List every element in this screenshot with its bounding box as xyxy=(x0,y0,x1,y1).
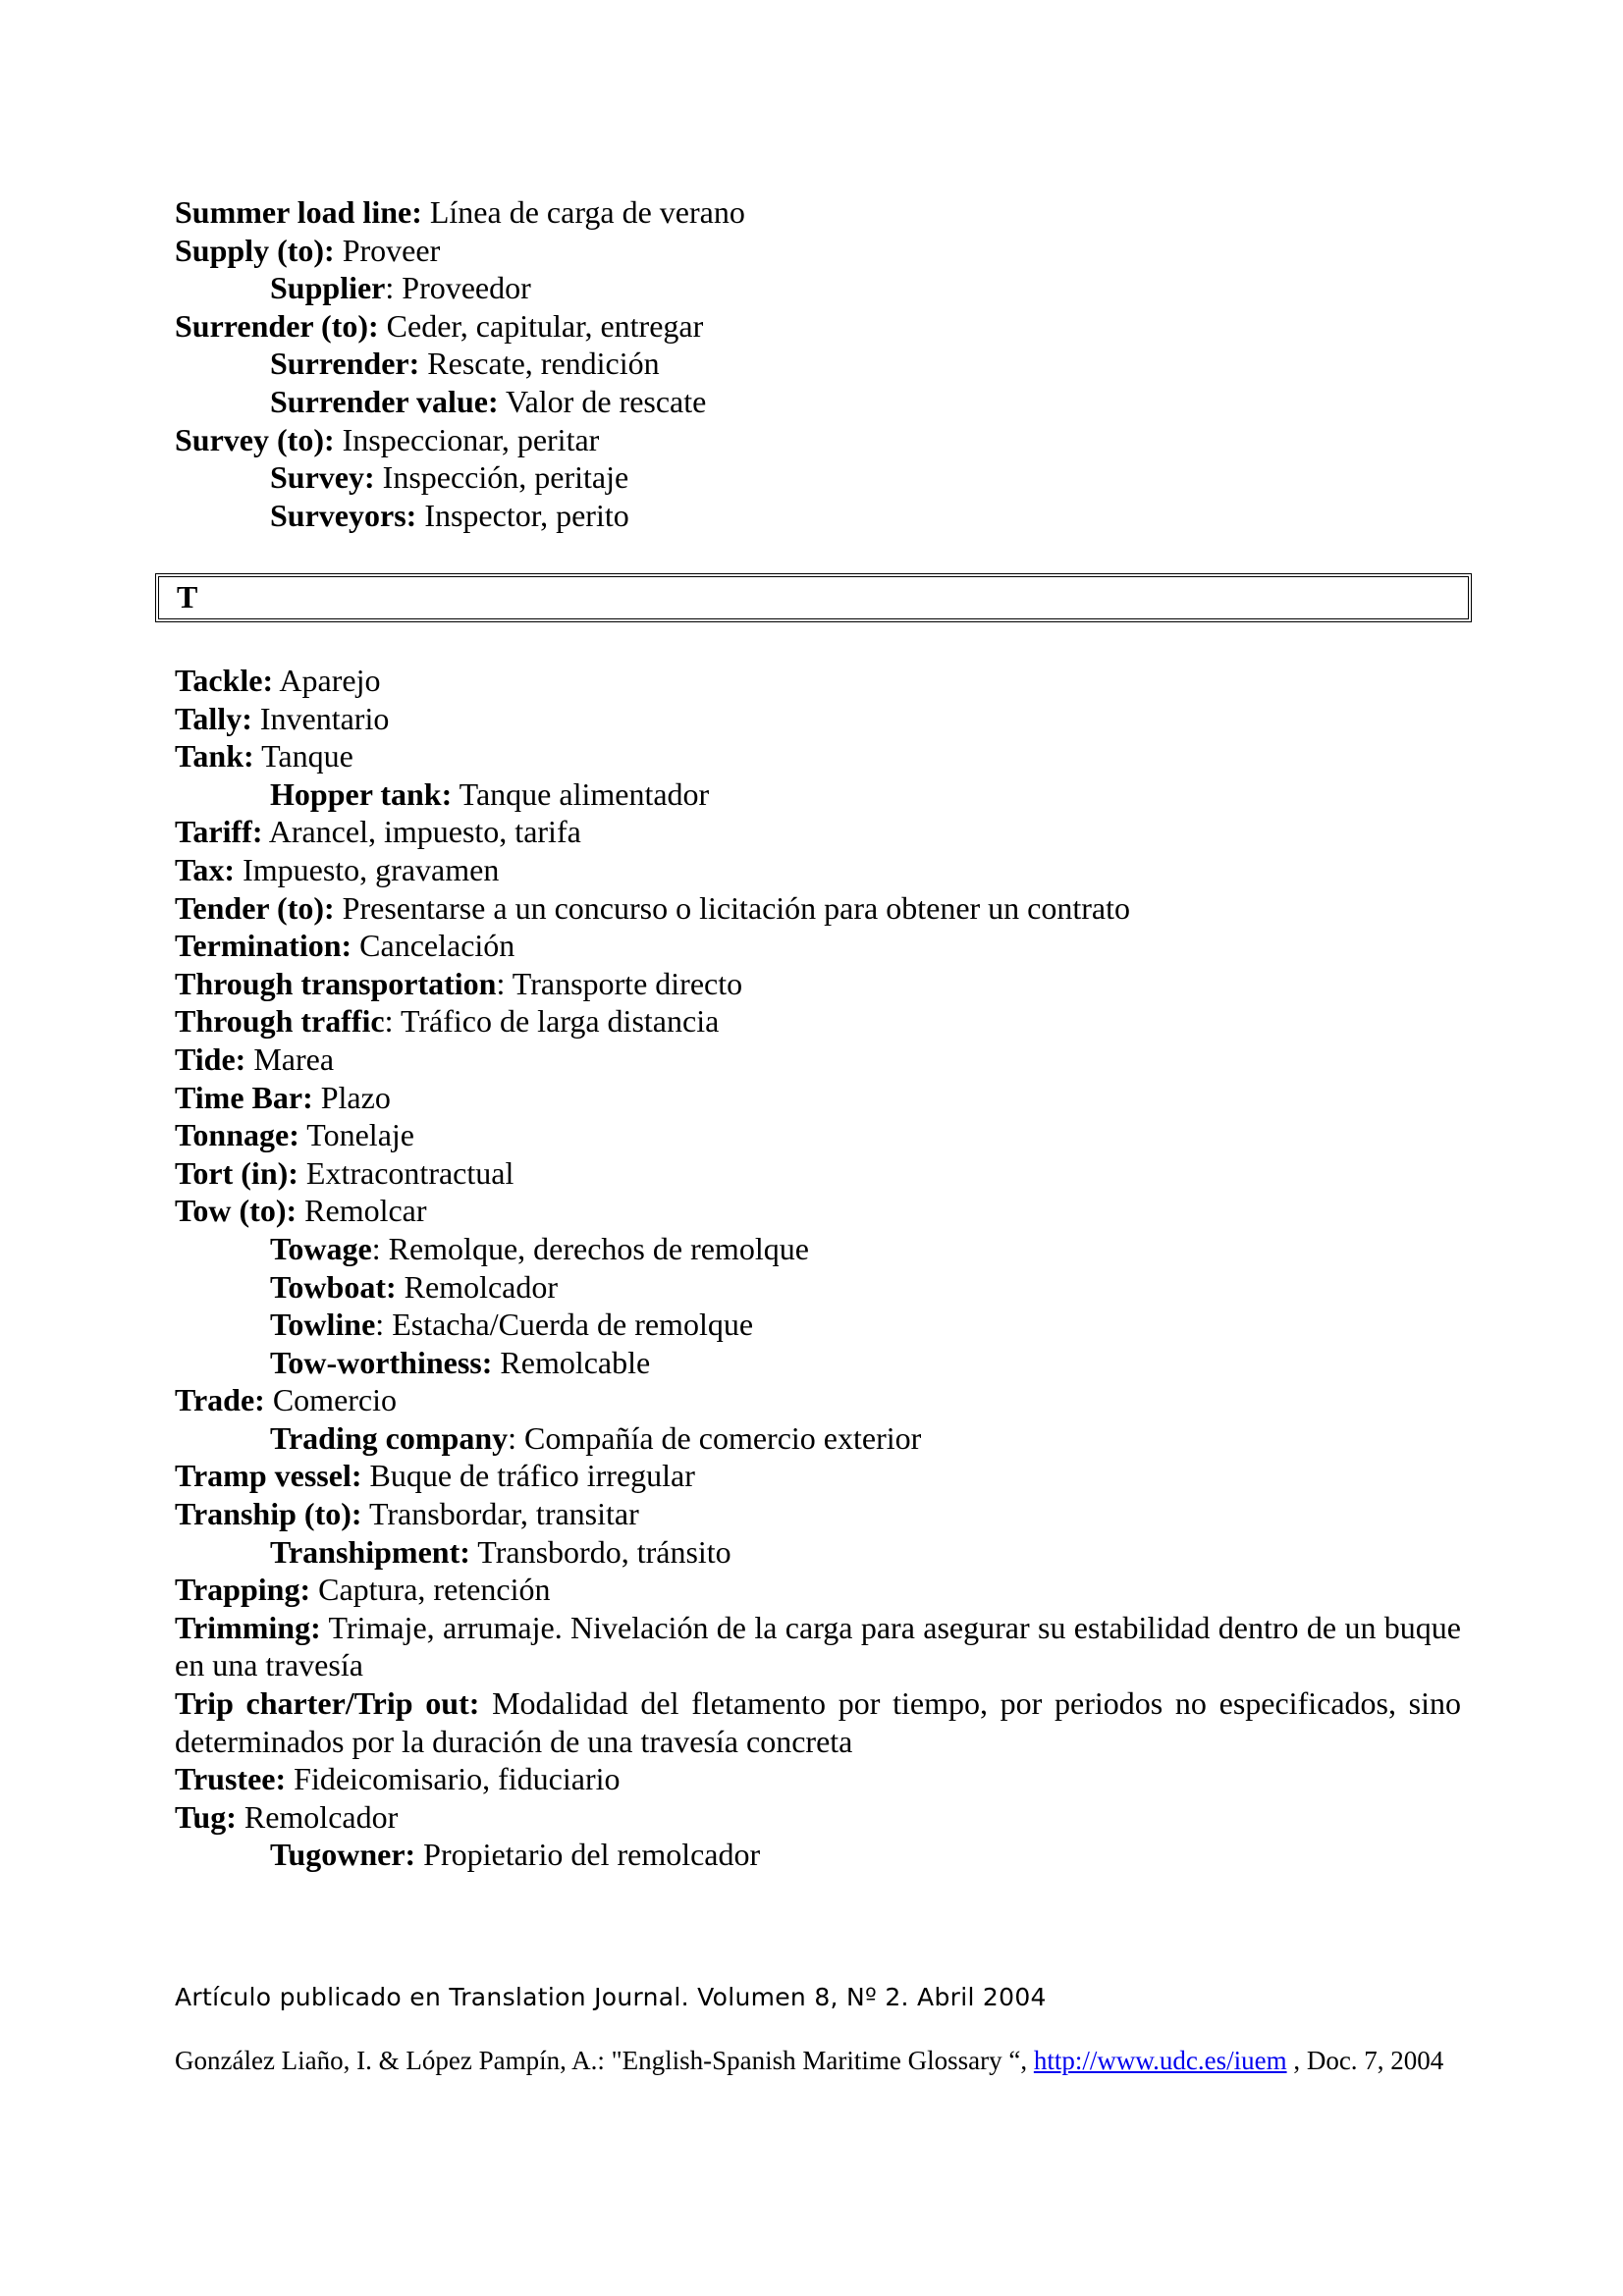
entry-definition: Tonelaje xyxy=(298,1117,414,1153)
glossary-subentry xyxy=(175,1306,1461,1344)
entry-term: Tank: xyxy=(175,738,254,774)
glossary-entry xyxy=(175,700,1461,738)
glossary-entry xyxy=(175,927,1461,965)
glossary-entry xyxy=(175,1684,1461,1760)
citation-text: González Liaño, I. & López Pampín, A.: "English-Spanish Maritime Glossary “, xyxy=(175,2046,1034,2075)
glossary-entry xyxy=(175,193,1461,232)
glossary-entry xyxy=(175,1571,1461,1609)
glossary-entry xyxy=(175,813,1461,851)
entry-term: Towline xyxy=(270,1307,376,1343)
entry-definition: Remolcador xyxy=(396,1268,559,1305)
entry-term: Tax: xyxy=(175,851,236,887)
entry-term: Tide: xyxy=(175,1041,246,1077)
glossary-subentry xyxy=(175,1836,1461,1874)
entry-term: Trip charter/Trip out: xyxy=(175,1685,480,1722)
glossary-subentry xyxy=(175,1268,1461,1307)
glossary-entry xyxy=(175,1495,1461,1533)
entry-definition: Buque de tráfico irregular xyxy=(361,1458,695,1494)
entry-term: Tug: xyxy=(175,1798,237,1835)
entry-definition: Aparejo xyxy=(273,663,381,698)
entry-definition: Plazo xyxy=(312,1079,391,1115)
glossary-entry xyxy=(175,889,1461,928)
entry-definition: Captura, retención xyxy=(310,1572,551,1608)
entry-definition: Arancel, impuesto, tarifa xyxy=(262,814,581,850)
entry-definition: Extracontractual xyxy=(298,1154,514,1191)
entry-definition: Marea xyxy=(245,1041,335,1077)
entry-definition: Transbordar, transitar xyxy=(361,1496,639,1532)
entry-definition: Ceder, capitular, entregar xyxy=(378,307,704,344)
section-letter: T xyxy=(177,579,198,614)
glossary-subentry xyxy=(175,383,1461,421)
entry-definition: : Estacha/Cuerda de remolque xyxy=(375,1307,754,1343)
entry-definition: Inspección, peritaje xyxy=(374,459,629,496)
entry-term: Tort (in): xyxy=(175,1154,298,1191)
glossary-subentry xyxy=(175,1230,1461,1268)
glossary-subentry xyxy=(175,497,1461,535)
entry-term: Tow (to): xyxy=(175,1193,298,1229)
entry-definition: Comercio xyxy=(264,1382,398,1418)
entry-term: Survey: xyxy=(270,459,375,496)
entry-term: Trade: xyxy=(175,1382,265,1418)
entry-definition: : Compañía de comercio exterior xyxy=(508,1419,922,1456)
glossary-entry xyxy=(175,1079,1461,1117)
entry-term: Trapping: xyxy=(175,1572,311,1608)
entry-term: Tow-worthiness: xyxy=(270,1344,493,1380)
citation-link[interactable]: http://www.udc.es/iuem xyxy=(1033,2046,1287,2075)
glossary-subentry xyxy=(175,1419,1461,1458)
entry-definition: Inspeccionar, peritar xyxy=(334,421,600,457)
entry-term: Towage xyxy=(270,1230,372,1266)
glossary-subentry xyxy=(175,345,1461,383)
entry-definition: Remolcar xyxy=(297,1193,427,1229)
entry-term: Surveyors: xyxy=(270,497,417,533)
glossary-entry xyxy=(175,1798,1461,1837)
entry-term: Transhipment: xyxy=(270,1533,470,1570)
entry-definition: : Transporte directo xyxy=(496,965,743,1001)
glossary-entries-t xyxy=(175,662,1461,1874)
entry-definition: Valor de rescate xyxy=(498,383,707,419)
entry-definition: Fideicomisario, fiduciario xyxy=(286,1761,621,1797)
section-letter-header xyxy=(155,573,1472,622)
glossary-entry xyxy=(175,232,1461,270)
entry-definition: : Tráfico de larga distancia xyxy=(384,1003,720,1040)
entry-definition: Propietario del remolcador xyxy=(415,1837,761,1873)
entry-term: Survey (to): xyxy=(175,421,335,457)
entry-definition: Remolcable xyxy=(492,1344,651,1380)
entry-definition: Rescate, rendición xyxy=(419,346,660,382)
entry-definition: Remolcador xyxy=(236,1798,399,1835)
entry-definition: Tanque xyxy=(253,738,353,774)
entry-definition: Línea de carga de verano xyxy=(421,194,745,230)
glossary-entry xyxy=(175,1457,1461,1495)
entry-definition: Cancelación xyxy=(352,928,515,964)
entry-term: Tramp vessel: xyxy=(175,1458,362,1494)
glossary-entry xyxy=(175,1116,1461,1154)
entry-definition: Inspector, perito xyxy=(416,497,629,533)
entry-term: Supplier xyxy=(270,270,386,306)
entry-definition: Presentarse a un concurso o licitación para obtener un contrato xyxy=(334,889,1131,926)
glossary-entry xyxy=(175,1041,1461,1079)
glossary-entry xyxy=(175,1002,1461,1041)
entry-term: Towboat: xyxy=(270,1268,397,1305)
glossary-entry xyxy=(175,307,1461,346)
entry-definition: Inventario xyxy=(251,700,390,736)
entry-term: Hopper tank: xyxy=(270,775,453,812)
entry-term: Surrender (to): xyxy=(175,307,379,344)
glossary-subentry xyxy=(175,458,1461,497)
glossary-subentry xyxy=(175,775,1461,814)
entry-term: Termination: xyxy=(175,928,352,964)
entry-term: Tackle: xyxy=(175,663,274,698)
entry-term: Time Bar: xyxy=(175,1079,313,1115)
entry-term: Trading company xyxy=(270,1419,509,1456)
citation-suffix: , Doc. 7, 2004 xyxy=(1286,2046,1444,2075)
entry-term: Tonnage: xyxy=(175,1117,299,1153)
entry-definition: : Proveedor xyxy=(385,270,531,306)
entry-term: Through transportation xyxy=(175,965,497,1001)
entry-term: Surrender value: xyxy=(270,383,499,419)
glossary-entry xyxy=(175,421,1461,459)
entry-definition: Proveer xyxy=(334,232,441,268)
entry-definition: Modalidad del fletamento por tiempo, por periodos no especificados, sino determinados por la duración de una travesía concreta xyxy=(175,1685,1462,1759)
glossary-entry xyxy=(175,737,1461,775)
glossary-subentry xyxy=(175,269,1461,307)
entry-term: Trimming: xyxy=(175,1609,321,1645)
entry-term: Tariff: xyxy=(175,814,263,850)
entry-definition: Trimaje, arrumaje. Nivelación de la carga para asegurar su estabilidad dentro de un buque en una travesía xyxy=(175,1609,1461,1683)
publication-note: Artículo publicado en Translation Journal. Volumen 8, Nº 2. Abril 2004 xyxy=(175,1983,1047,2011)
glossary-entry xyxy=(175,965,1461,1003)
glossary-entries-s xyxy=(175,193,1461,534)
entry-term: Summer load line: xyxy=(175,194,422,230)
glossary-entry xyxy=(175,1760,1461,1798)
entry-definition: Transbordo, tránsito xyxy=(469,1533,731,1570)
glossary-entry xyxy=(175,1381,1461,1419)
glossary-entry xyxy=(175,662,1461,700)
entry-term: Tugowner: xyxy=(270,1837,416,1873)
citation xyxy=(175,2045,1461,2076)
glossary-entry xyxy=(175,851,1461,889)
glossary-entry xyxy=(175,1154,1461,1193)
entry-term: Tender (to): xyxy=(175,889,335,926)
glossary-entry xyxy=(175,1192,1461,1230)
entry-term: Surrender: xyxy=(270,346,420,382)
entry-term: Through traffic xyxy=(175,1003,385,1040)
entry-term: Trustee: xyxy=(175,1761,287,1797)
glossary-entry xyxy=(175,1609,1461,1684)
entry-definition: : Remolque, derechos de remolque xyxy=(371,1230,809,1266)
glossary-subentry xyxy=(175,1344,1461,1382)
glossary-subentry xyxy=(175,1533,1461,1572)
entry-definition: Impuesto, gravamen xyxy=(235,851,500,887)
entry-term: Tranship (to): xyxy=(175,1496,362,1532)
entry-term: Supply (to): xyxy=(175,232,335,268)
entry-definition: Tanque alimentador xyxy=(452,775,710,812)
entry-term: Tally: xyxy=(175,700,252,736)
